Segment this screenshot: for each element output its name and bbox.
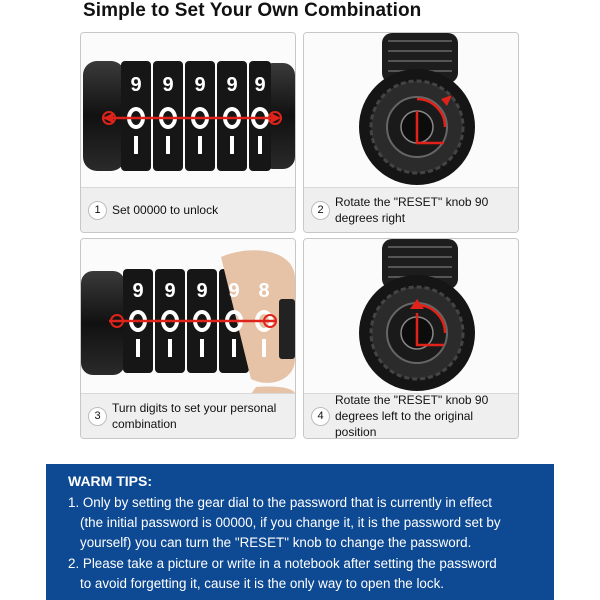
step-caption [81,187,295,232]
step-text: Turn digits to set your personal combination [112,401,277,431]
page-title: Simple to Set Your Own Combination [83,0,422,21]
dial-top-digit: 9 [164,280,176,302]
step-number-badge: 2 [311,201,330,220]
warm-tips-panel [46,464,554,600]
step-caption [304,393,518,438]
step-caption [304,187,518,232]
step-number-badge: 1 [88,201,107,220]
step-card-2 [303,32,519,233]
tip-line: to avoid forgetting it, cause it is the only way to open the lock. [80,576,444,591]
warm-tips-title: WARM TIPS: [68,473,152,489]
step-text: Rotate the "RESET" knob 90 degrees left to the original position [335,393,489,439]
dial-top-digit: 8 [258,280,270,302]
dial-top-digit: 9 [194,74,206,96]
reset-knob-image-left [304,239,518,394]
tip-line: (the initial password is 00000, if you change it, it is the password set by [80,515,501,530]
step-card-4 [303,238,519,439]
dial-top-digit: 9 [132,280,144,302]
step-card-3 [80,238,296,439]
step-text: Rotate the "RESET" knob 90 degrees right [335,195,489,225]
dial-top-digit: 9 [162,74,174,96]
step-text: Set 00000 to unlock [112,203,219,217]
step-number-badge: 4 [311,407,330,426]
lock-dial-image-3 [81,239,295,394]
reset-knob-image-right [304,33,518,188]
step-caption [81,393,295,438]
dial-top-digit: 9 [228,280,240,302]
tip-item-1 [68,493,548,553]
tip-item-2 [68,554,548,594]
step-number-badge: 3 [88,407,107,426]
dial-top-digit: 9 [226,74,238,96]
dial-top-digit: 9 [254,74,266,96]
dial-top-digit: 9 [196,280,208,302]
tip-line: yourself) you can turn the "RESET" knob to change the password. [80,535,472,550]
tip-line: 1. Only by setting the gear dial to the password that is currently in effect [68,495,493,510]
lock-dial-image-1 [81,33,295,188]
tip-line: 2. Please take a picture or write in a notebook after setting the password [68,556,497,571]
step-card-1 [80,32,296,233]
dial-top-digit: 9 [130,74,142,96]
